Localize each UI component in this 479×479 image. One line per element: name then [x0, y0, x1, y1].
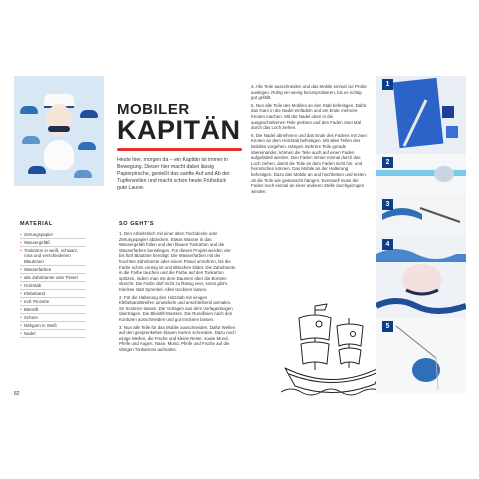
- material-item: • Wasserfarben: [20, 266, 86, 274]
- wave-shape: [22, 136, 40, 144]
- step-paragraph: 3. Nun alle Teile für das Mobile ausschneiden. Dafür Wellen auf den gesprenkelten blauen Karton schneiden. Dazu noch einige Wellen, die Fische und kleine Reste, sowie Mund, Pfeife und Augen, Nase, Mund, Pfeife und Fische auf die übrigen Tonkartons aufmalen.: [119, 324, 236, 352]
- step-number-badge: 1: [382, 79, 393, 90]
- material-item: • Holzstab: [20, 282, 86, 290]
- pirate-ship-illustration: [279, 296, 389, 400]
- step-paragraph: 4. Alle Teile ausschneiden und das Mobile einmal zur Probe auslegen. Ruhig ein wenig herumprobieren, bis es richtig gut gefällt.: [251, 84, 367, 101]
- step-paragraph: 1. Den Arbeitstisch mit einer alten Tischdecke oder Zeitungspapier abdecken. Etwas Wasser in das Wassergefäß füllen und den blauen Tonkarton und die Wasserfarben bereitlegen. Für dieses Projekt werden vier bis fünf Blautöne benötigt. Die Wasserfarben mit der feuchten Zahnbürste oder einem Pinsel umrühren, bis die Farbe schön cremig ist und Bläschen bildet. Die Zahnbürste in die Farbe tauchen und die Farbe auf den Tonkarton spritzen, indem man mit dem Daumen über die Borsten streicht. Die Farbe darf nicht zu flüssig sein, sonst gibt's Kleckse statt Sprenkel. Alles trocknen lassen.: [119, 231, 236, 292]
- wave-shape: [28, 166, 46, 174]
- page-title-line2: KAPITÄN: [117, 115, 241, 145]
- material-item: • Nadel: [20, 330, 86, 338]
- intro-text: Heute hier, morgen da – ein Kapitän ist immer in Bewegung. Dieser hier macht dabei lässig Papierpirsche, genießt das sanfte Auf und Ab der Tupferwellen und macht schon heute Frühstück gute Laune.: [117, 157, 230, 191]
- material-item: • Zeitungspapier: [20, 231, 86, 239]
- material-item: • Wassergefäß: [20, 239, 86, 247]
- steps-left-column: [119, 231, 237, 354]
- page-number: 82: [14, 391, 20, 397]
- step-photo: [376, 154, 466, 196]
- step-photo: [376, 236, 466, 318]
- material-item: • Schere: [20, 314, 86, 322]
- page-title-line1: MOBILER: [117, 101, 190, 118]
- step-number-badge: 2: [382, 157, 393, 168]
- wave-shape: [74, 170, 92, 178]
- material-item: • Tonkarton in weiß, schwarz, rosa und verschiedenen Blautönen: [20, 247, 86, 266]
- step-number-badge: 4: [382, 239, 393, 250]
- material-item: • Bleistift: [20, 306, 86, 314]
- step-number-badge: 5: [382, 321, 393, 332]
- step-paragraph: 5. Nun alle Teile des Mobiles an den Stab befestigen. Dafür das Garn in die Nadel einfädeln und am Ende mehrere Knoten machen. Mit der Nadel oben in die ausgeschnittenen Teile pieksen und den Faden zwei Mal durch das Loch ziehen.: [251, 102, 367, 131]
- steps-right-column: [251, 84, 367, 196]
- step-photo-strip: [376, 76, 466, 394]
- material-item: • Nähgarn in Weiß: [20, 322, 86, 330]
- material-heading: MATERIAL: [20, 221, 53, 227]
- material-item: • Klebeband: [20, 290, 86, 298]
- title-underline: [117, 148, 242, 151]
- step-paragraph: 2. Für die Halterung den Holzstab mit einigen Klebebandstreifen umwickeln und anschließend anmalen. Se trocknen lassen. Die Vorlagen aus dem Vorlagenbogen übertragen. Die Bleistift-Mustere. Die Rundlinien nach den Konturen ausschneiden und gut trocknen lassen.: [119, 294, 233, 322]
- captain-body: [44, 140, 74, 170]
- material-list: [20, 231, 86, 338]
- step-number-badge: 3: [382, 199, 393, 210]
- material-item: • alte Zahnbürste oder Pinsel: [20, 274, 86, 282]
- wave-shape: [20, 106, 38, 114]
- step-photo: [376, 318, 466, 394]
- step-photo: [376, 196, 466, 236]
- step-photo: [376, 76, 466, 154]
- wave-shape: [80, 110, 98, 118]
- material-item: • evtl. Pinzette: [20, 298, 86, 306]
- captain-mustache: [48, 126, 70, 132]
- step-paragraph: 6. Die Nadel abnehmen und das Ende des Fadens mit zwei Knoten an dem Holzstab befestigen. Mit allen Teilen des Mobiles vorgehen. Hängen mehrere Teile gerade übereinander, können die Teile auch auf einen Faden aufgefädelt werden. Den Faden immer einmal durch das Loch ziehen, damit die Teile an dem Faden nicht hin- und herrutschen können. Das Mobile an der Halterung befestigen. Dazu das Mobile an und hochheben und testen, ob die Teile wie gewünscht hängen. Eventuell muss der Faden noch einmal an einer anderen Stelle durchgezogen werden.: [251, 132, 367, 194]
- wave-shape: [78, 142, 96, 150]
- steps-heading: SO GEHT'S: [119, 221, 155, 227]
- captain-mobile-image: [14, 76, 104, 186]
